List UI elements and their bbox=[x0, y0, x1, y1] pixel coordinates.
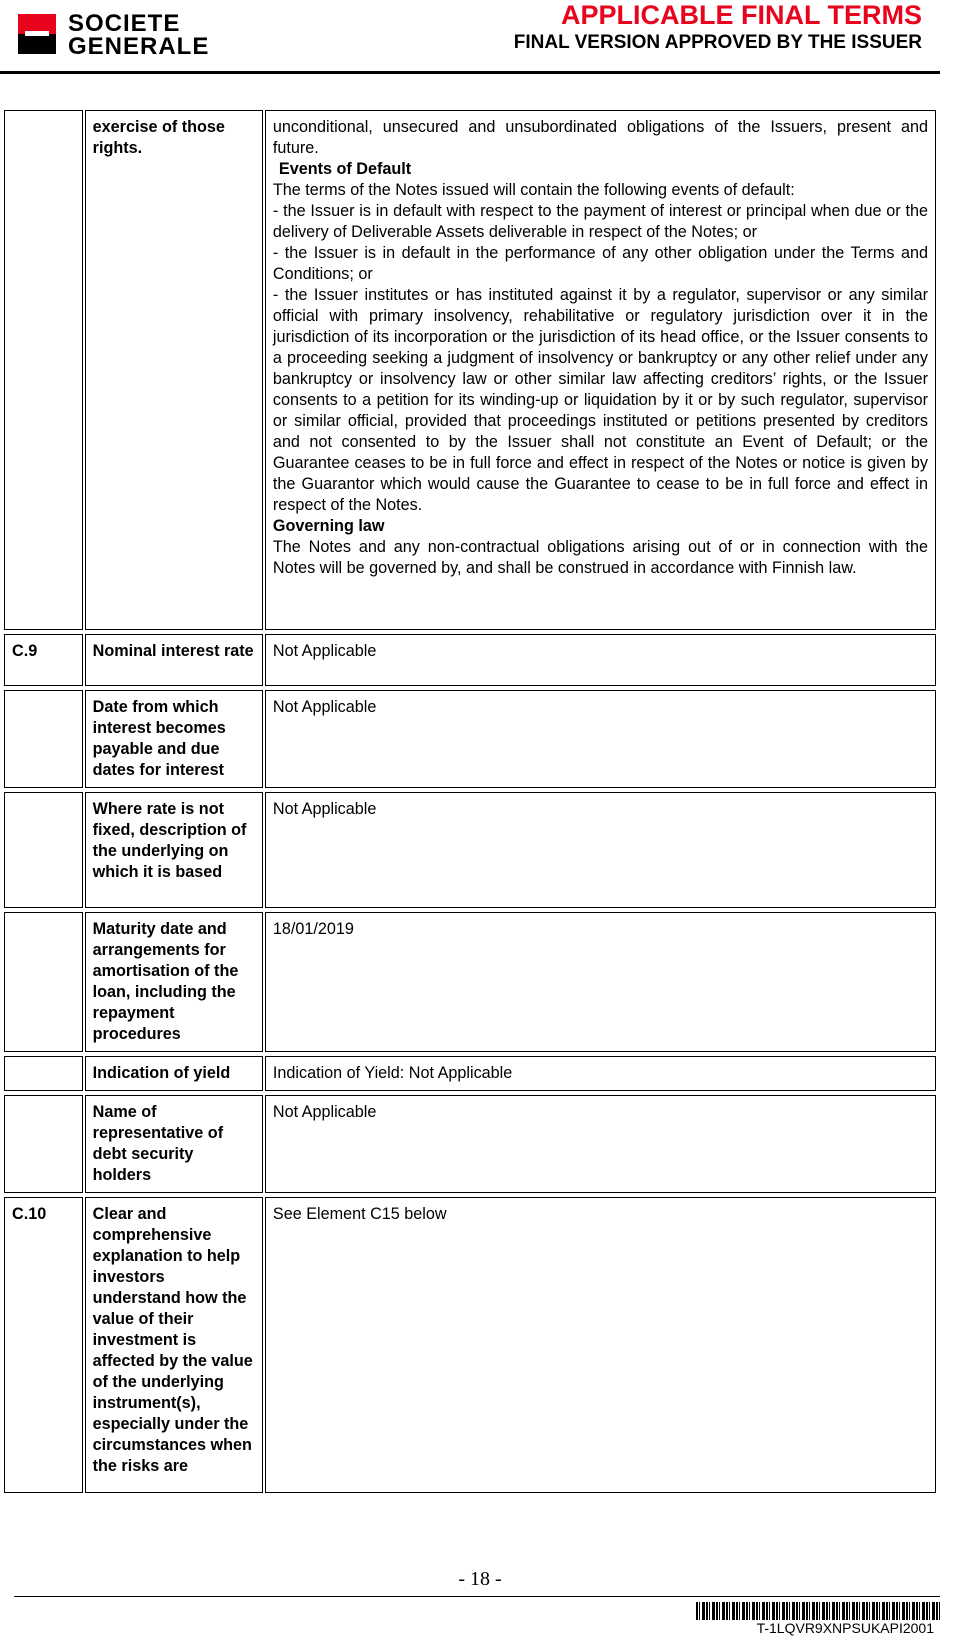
element-label: Indication of yield bbox=[85, 1056, 263, 1091]
element-label: Clear and comprehensive explanation to help investors understand how the value of their investment is affected by the value of the underlying instrument(s), especially under the circumstances when the risks are bbox=[85, 1197, 263, 1493]
table-row bbox=[4, 690, 936, 788]
element-value: 18/01/2019 bbox=[265, 912, 936, 1052]
element-code bbox=[4, 792, 83, 908]
element-label: Nominal interest rate bbox=[85, 634, 263, 686]
element-code bbox=[4, 1095, 83, 1193]
logo-wordmark bbox=[68, 12, 209, 58]
element-value: Indication of Yield: Not Applicable bbox=[265, 1056, 936, 1091]
element-value: Not Applicable bbox=[265, 1095, 936, 1193]
element-code bbox=[4, 690, 83, 788]
header-titles bbox=[514, 0, 922, 56]
page-number: - 18 - bbox=[458, 1568, 502, 1590]
logo-line-1: SOCIETE bbox=[68, 10, 181, 37]
document-title: APPLICABLE FINAL TERMS bbox=[560, 0, 922, 30]
element-label: Maturity date and arrangements for amortisation of the loan, including the repayment procedures bbox=[85, 912, 263, 1052]
element-code: C.10 bbox=[4, 1197, 83, 1493]
element-value: Not Applicable bbox=[265, 634, 936, 686]
governing-law-text: The Notes and any non-contractual obligations arising out of or in connection with the Notes will be governed by, and shall be construed in accordance with Finnish law. bbox=[272, 538, 928, 577]
footer-rule bbox=[14, 1596, 940, 1597]
events-lead: The terms of the Notes issued will contain the following events of default: bbox=[272, 181, 795, 199]
document-subtitle: FINAL VERSION APPROVED BY THE ISSUER bbox=[513, 32, 922, 53]
societe-generale-logo bbox=[18, 12, 243, 60]
element-value: See Element C15 below bbox=[265, 1197, 936, 1493]
table-row bbox=[4, 1197, 936, 1493]
event-item: - the Issuer institutes or has instituted against it by a regulator, supervisor or any similar official with primary insolvency, rehabilitative or regulatory jurisdiction over it in the jurisdiction of its incorporation or the jurisdiction of its head office, or the Issuer consents to a proceeding seeking a judgment of insolvency or bankruptcy or any other relief under any bankruptcy or insolvency law or other similar law affecting creditors’ rights, or the Issuer consents to a petition for its winding-up or liquidation by it or by such regulator, supervisor or similar official, provided that proceedings instituted or petitions presented by creditors and not consented to by the Issuer shall not constitute an Event of Default; or the Guarantee ceases to be in full force and effect in respect of the Notes or notice is given by the Guarantor which would cause the Guarantee to cease to be in full force and effect in respect of the Notes. bbox=[272, 286, 928, 514]
events-of-default-heading: Events of Default bbox=[278, 160, 412, 178]
event-item: - the Issuer is in default in the performance of any other obligation under the Terms and Conditions; or bbox=[272, 244, 928, 283]
element-label: Where rate is not fixed, description of the underlying on which it is based bbox=[85, 792, 263, 908]
element-label: Date from which interest becomes payable and due dates for interest bbox=[85, 690, 263, 788]
logo-line-2: GENERALE bbox=[68, 33, 210, 60]
event-item: - the Issuer is in default with respect to the payment of interest or principal when due or the delivery of Deliverable Assets deliverable in respect of the Notes; or bbox=[272, 202, 928, 241]
table-row bbox=[4, 912, 936, 1052]
table-row bbox=[4, 1056, 936, 1091]
element-code bbox=[4, 1056, 83, 1091]
table-row bbox=[4, 792, 936, 908]
element-label: exercise of those rights. bbox=[85, 110, 263, 630]
table-row bbox=[4, 1095, 936, 1193]
element-label: Name of representative of debt security holders bbox=[85, 1095, 263, 1193]
content-intro: unconditional, unsecured and unsubordinated obligations of the Issuers, present and future. bbox=[272, 118, 928, 157]
element-value: Not Applicable bbox=[265, 792, 936, 908]
summary-table bbox=[2, 106, 938, 1497]
header-rule bbox=[0, 71, 940, 74]
element-value: Not Applicable bbox=[265, 690, 936, 788]
element-code bbox=[4, 912, 83, 1052]
barcode-icon bbox=[696, 1602, 940, 1620]
barcode-text: T-1LQVR9XNPSUKAPI2001 bbox=[756, 1620, 934, 1636]
element-content bbox=[265, 110, 936, 630]
element-code bbox=[4, 110, 83, 630]
page-header bbox=[0, 0, 960, 76]
table-row bbox=[4, 634, 936, 686]
governing-law-heading: Governing law bbox=[272, 517, 385, 535]
table-row bbox=[4, 110, 936, 630]
element-code: C.9 bbox=[4, 634, 83, 686]
logo-mark-icon bbox=[18, 14, 56, 54]
